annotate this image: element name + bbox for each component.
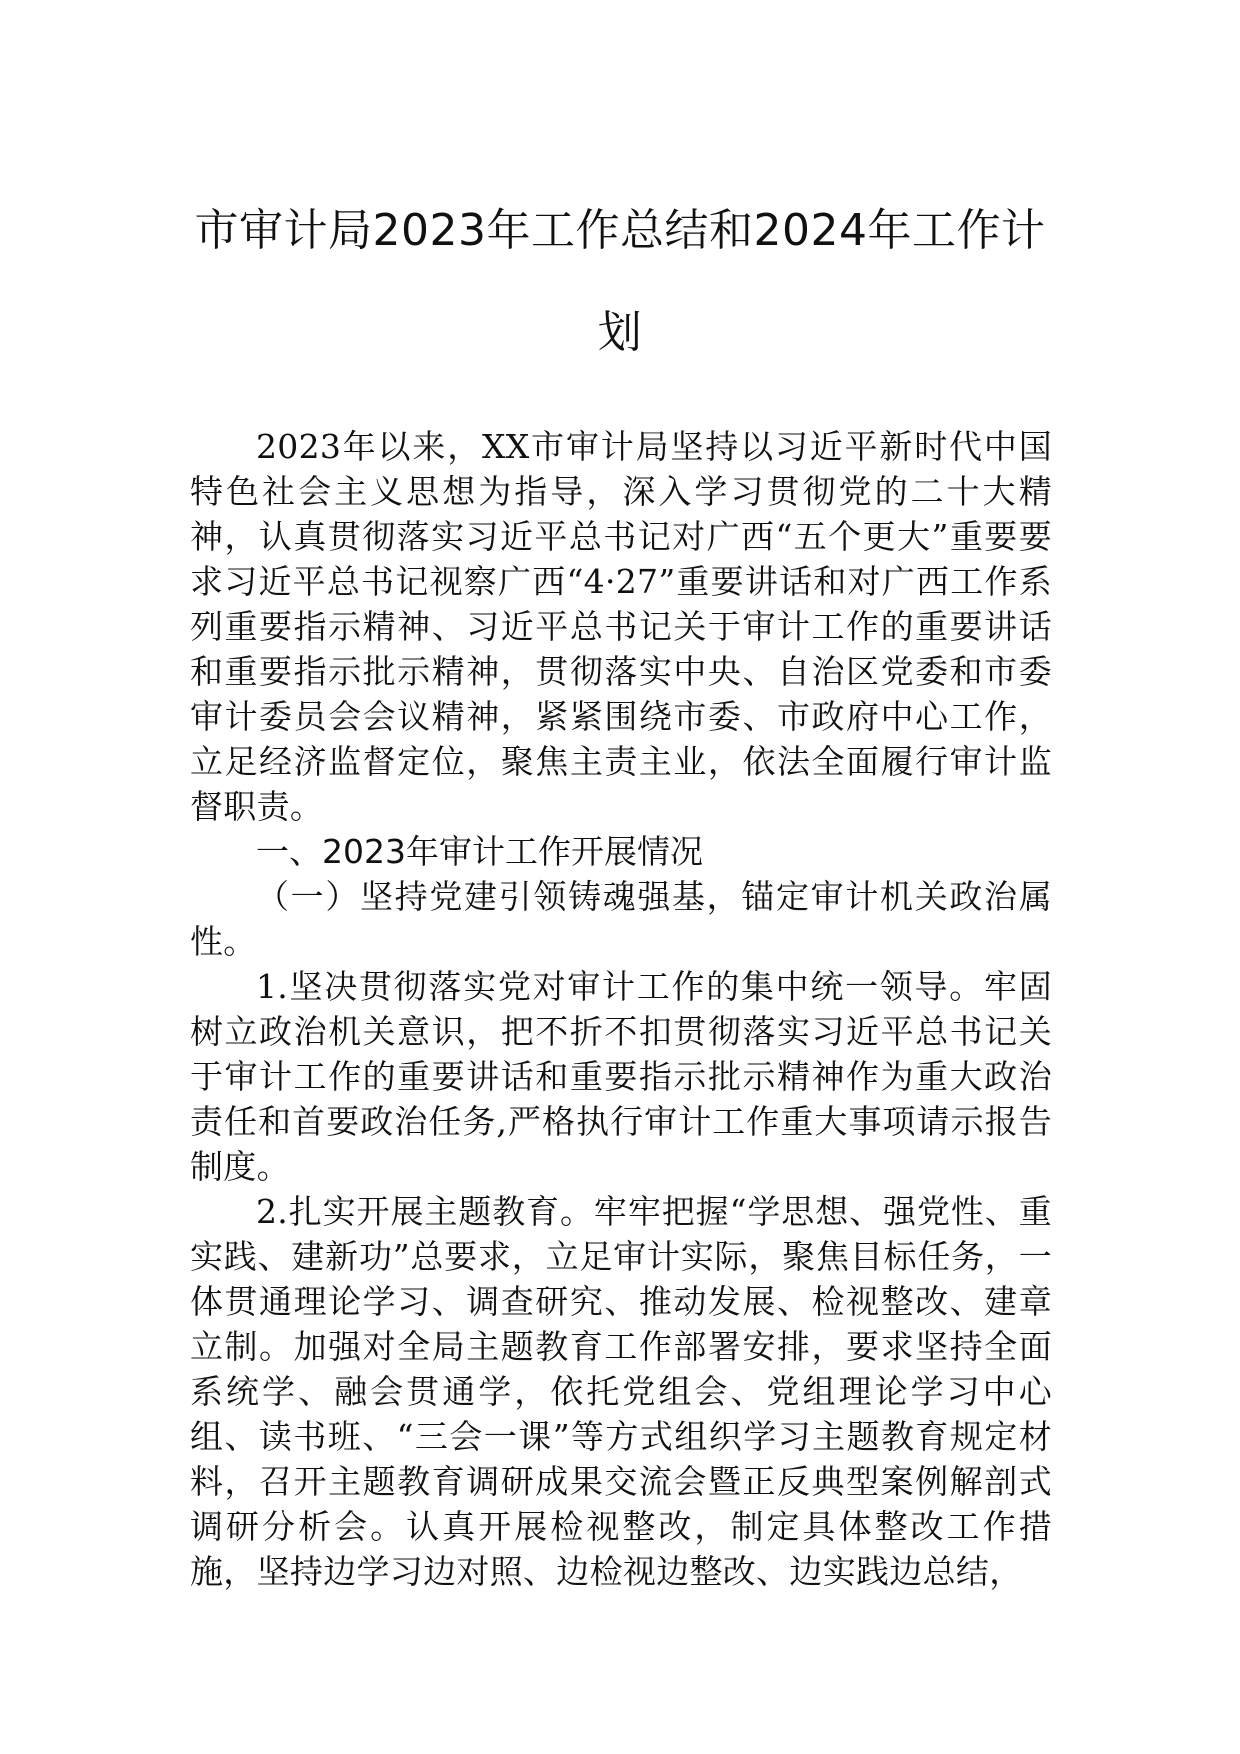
section-heading-1: 一、2023年审计工作开展情况 (256, 832, 703, 871)
document-title: 市审计局2023年工作总结和2024年工作计划 (194, 205, 1046, 358)
document-body (190, 424, 1052, 1594)
intro-paragraph: 2023年以来，XX市审计局坚持以习近平新时代中国特色社会主义思想为指导，深入学习贯彻党的二十大精神，认真贯彻落实习近平总书记对广西“五个更大”重要要求习近平总书记视察广西“4·27”重要讲话和对广西工作系列重要指示精神、习近平总书记关于审计工作的重要讲话和重要指示批示精神，贯彻落实中央、自治区党委和市委审计委员会会议精神，紧紧围绕市委、市政府中心工作，立足经济监督定位，聚焦主责主业，依法全面履行审计监督职责。 (190, 427, 1052, 826)
item-paragraph-1: 1.坚决贯彻落实党对审计工作的集中统一领导。牢固树立政治机关意识，把不折不扣贯彻落实习近平总书记关于审计工作的重要讲话和重要指示批示精神作为重大政治责任和首要政治任务,严格执行审计工作重大事项请示报告制度。 (190, 967, 1052, 1186)
subsection-heading-1: （一）坚持党建引领铸魂强基，锚定审计机关政治属性。 (190, 877, 1052, 961)
item-paragraph-2: 2.扎实开展主题教育。牢牢把握“学思想、强党性、重实践、建新功”总要求，立足审计实际，聚焦目标任务，一体贯通理论学习、调查研究、推动发展、检视整改、建章立制。加强对全局主题教育工作部署安排，要求坚持全面系统学、融会贯通学，依托党组会、党组理论学习中心组、读书班、“三会一课”等方式组织学习主题教育规定材料，召开主题教育调研成果交流会暨正反典型案例解剖式调研分析会。认真开展检视整改，制定具体整改工作措施，坚持边学习边对照、边检视边整改、边实践边总结， (190, 1192, 1052, 1591)
